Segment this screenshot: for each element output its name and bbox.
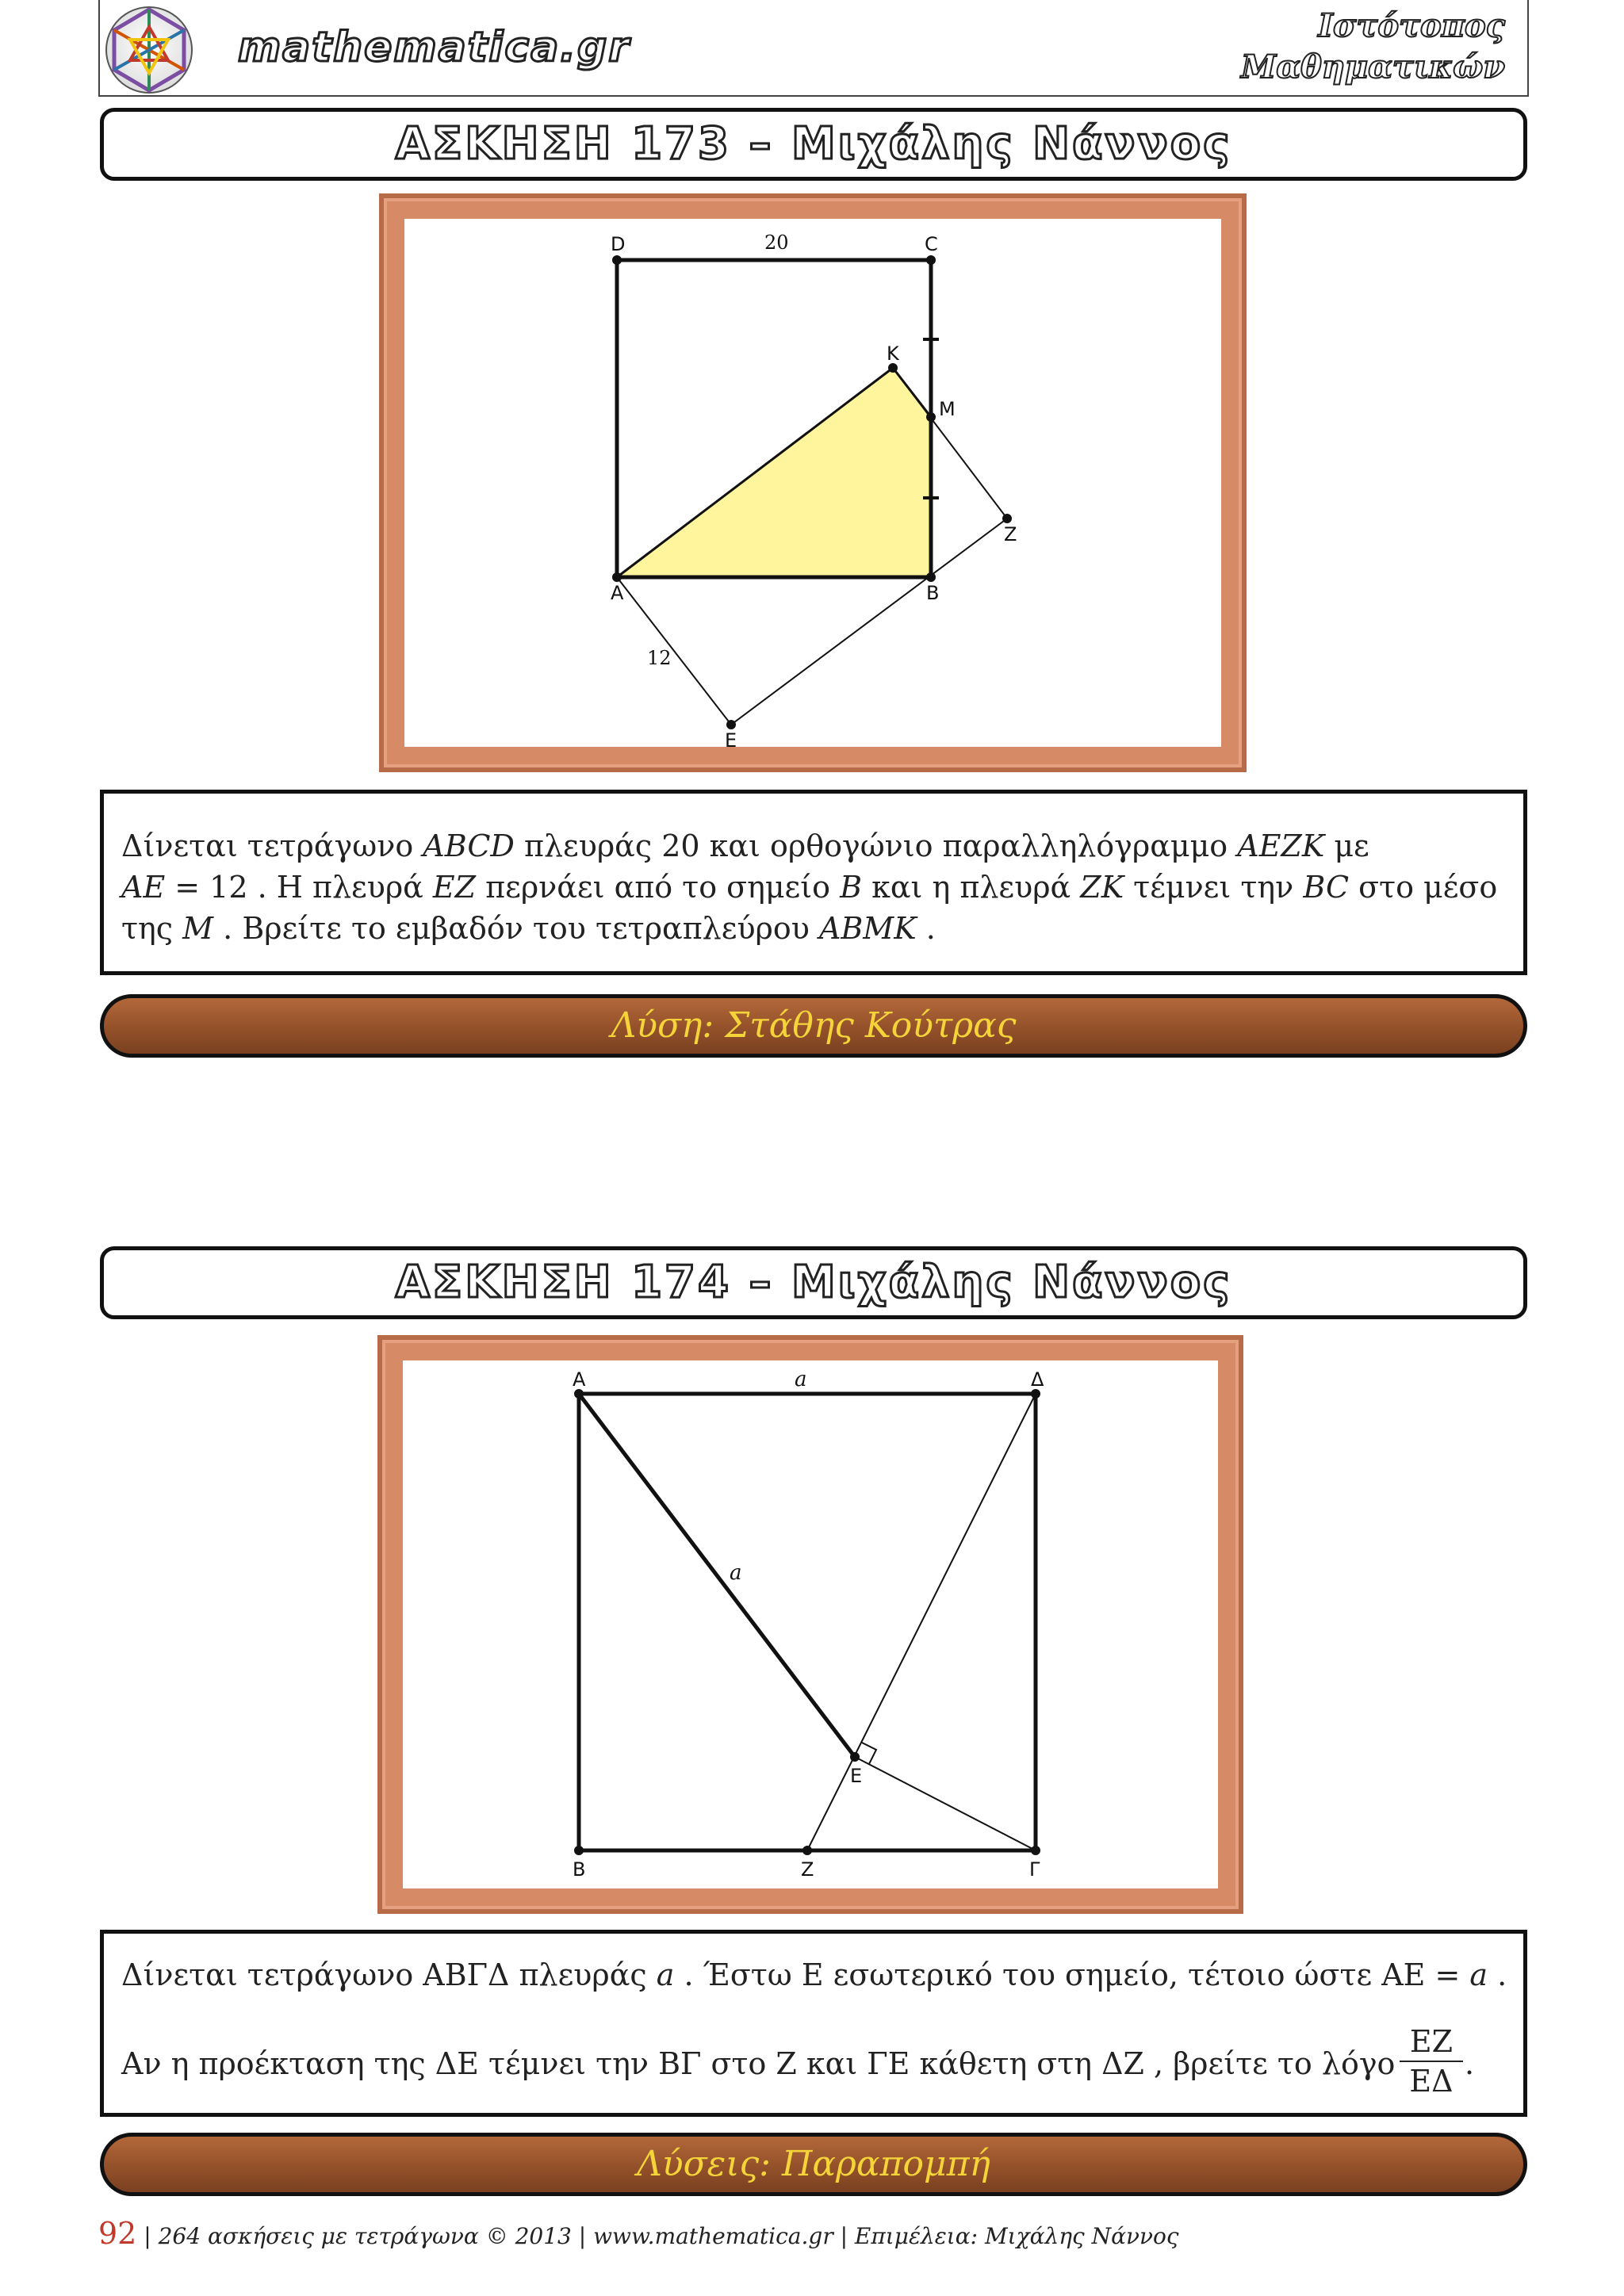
fraction-ez-ed (1400, 2022, 1463, 2100)
label-b: Β (573, 1858, 586, 1881)
exercise-174-title-bar (100, 1246, 1527, 1319)
site-subtitle-line1: Ιστότοπος (1318, 7, 1505, 44)
segment-dz (807, 1394, 1036, 1850)
side-length-label: a (795, 1368, 807, 1391)
label-e: E (725, 729, 737, 752)
exercise-173-solution-bar[interactable] (100, 994, 1527, 1058)
solution-link[interactable]: Λύση: Στάθης Κούτρας (611, 1005, 1017, 1046)
figure-173 (400, 214, 1226, 752)
point-e (726, 720, 736, 729)
label-b: B (926, 582, 940, 604)
label-d: Δ (1031, 1368, 1044, 1391)
point-c (926, 255, 936, 265)
label-a: Α (573, 1368, 586, 1391)
page-number: 92 (98, 2216, 137, 2251)
site-subtitle-line2: Μαθηματικών (1241, 48, 1505, 86)
side-length-label: 20 (764, 232, 789, 254)
figure-174 (398, 1356, 1223, 1893)
point-m (926, 412, 936, 422)
segment-ae (579, 1394, 855, 1757)
statement-line: AE = 12 . Η πλευρά EZ περνάει από το σημείο B και η πλευρά ZK τέμνει την BC στο μέσο (121, 870, 1498, 905)
label-z: Ζ (801, 1858, 814, 1881)
statement-end-period: . (1465, 2046, 1475, 2081)
label-z: Z (1004, 523, 1017, 545)
solution-link[interactable]: Λύσεις: Παραπομπή (637, 2144, 990, 2184)
point-d (612, 255, 622, 265)
exercise-174-solution-bar[interactable] (100, 2133, 1527, 2196)
label-d: D (611, 233, 626, 255)
exercise-174-title: ΑΣΚΗΣΗ 174 – Μιχάλης Νάννος (395, 1257, 1232, 1308)
point-a (612, 572, 622, 582)
statement-line: Αν η προέκταση της ΔΕ τέμνει την ΒΓ στο Ζ και ΓΕ κάθετη στη ΔΖ , βρείτε το λόγο (121, 2046, 1396, 2081)
fraction-denominator: ΕΔ (1409, 2064, 1454, 2099)
label-m: M (939, 398, 956, 420)
exercise-174-statement (100, 1930, 1527, 2117)
exercise-173-title: ΑΣΚΗΣΗ 173 – Μιχάλης Νάννος (395, 118, 1232, 170)
exercise-173-title-bar (100, 108, 1527, 181)
ae-length-label: a (730, 1561, 742, 1585)
label-c: C (925, 233, 938, 255)
fraction-numerator: ΕΖ (1400, 2022, 1463, 2062)
label-a: A (611, 582, 624, 604)
ae-length-label: 12 (647, 647, 672, 669)
square-abgd (579, 1394, 1036, 1850)
site-name: mathematica.gr (238, 24, 630, 71)
point-b (574, 1846, 584, 1855)
footer-text: | 264 ασκήσεις με τετράγωνα © 2013 | www.mathematica.gr | Επιμέλεια: Μιχάλης Νάννος (144, 2223, 1179, 2249)
statement-line: της M . Βρείτε το εμβαδόν του τετραπλεύρου ABMK . (121, 911, 936, 946)
label-e: Ε (850, 1765, 863, 1787)
point-z (802, 1846, 812, 1855)
point-e (850, 1752, 860, 1762)
label-g: Γ (1029, 1858, 1040, 1881)
logo-icon (102, 3, 197, 97)
exercise-173-statement (100, 790, 1527, 975)
point-g (1031, 1846, 1040, 1855)
shaded-quadrilateral-abmk (617, 368, 931, 577)
statement-line: Δίνεται τετράγωνο ΑΒΓΔ πλευράς a . Έστω Ε εσωτερικό του σημείο, τέτοιο ώστε ΑΕ = a . (121, 1957, 1507, 1992)
statement-line: Δίνεται τετράγωνο ABCD πλευράς 20 και ορθογώνιο παραλληλόγραμμο AEZK με (121, 828, 1369, 863)
point-z (1002, 514, 1012, 523)
page-footer (98, 2216, 1179, 2251)
segment-ge (855, 1757, 1036, 1850)
label-k: K (887, 342, 899, 365)
point-b (926, 572, 936, 582)
